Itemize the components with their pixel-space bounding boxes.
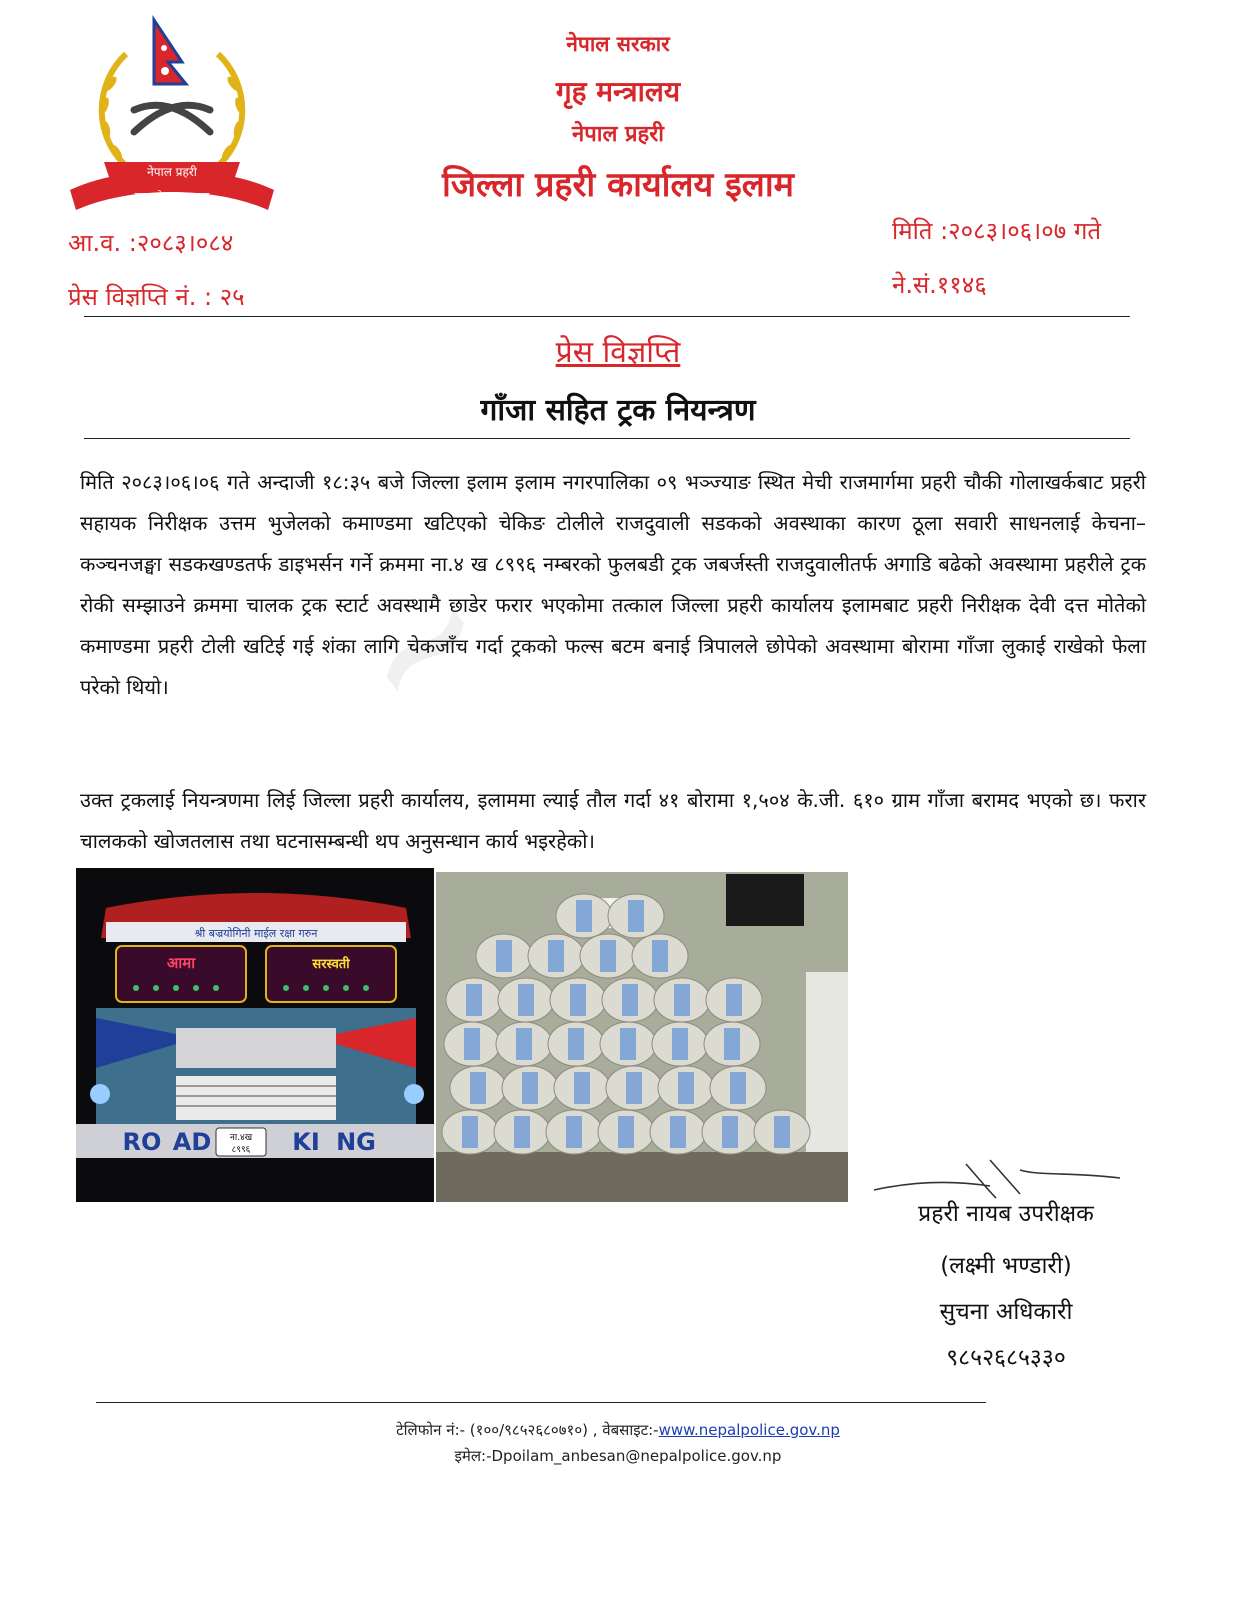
plate-bottom: ८९९६	[231, 1145, 251, 1155]
sack-tie	[672, 1028, 688, 1060]
seized-sacks-photo	[436, 872, 848, 1202]
truck-photo	[76, 868, 434, 1202]
truck-sign-left: आमा	[166, 954, 196, 972]
office-title: जिल्ला प्रहरी कार्यालय इलाम	[442, 165, 794, 205]
press-release-label: प्रेस विज्ञप्ति	[555, 335, 681, 370]
sack-tie	[570, 984, 586, 1016]
sack-tie	[576, 900, 592, 932]
grille-word-2: AD	[172, 1128, 212, 1156]
fiscal-year: आ.व. :२०८३।०८४	[68, 229, 234, 257]
logo-ribbon-top: नेपाल प्रहरी	[147, 165, 197, 179]
footer-website-link[interactable]: www.nepalpolice.gov.np	[658, 1421, 840, 1439]
sack-tie	[466, 984, 482, 1016]
sack-tie	[678, 1072, 694, 1104]
plate-top: ना.४ख	[229, 1133, 253, 1143]
sack-tie	[470, 1072, 486, 1104]
grille-word-3: KI	[292, 1128, 320, 1156]
signatory-phone: ९८५२६८५३३०	[946, 1345, 1066, 1371]
sack-tie	[462, 1116, 478, 1148]
issue-date: मिति :२०८३।०६।०७ गते	[892, 217, 1102, 245]
signatory-rank: प्रहरी नायब उपरीक्षक	[918, 1201, 1094, 1227]
sack-tie	[514, 1116, 530, 1148]
sack-tie	[774, 1116, 790, 1148]
sack-tie	[626, 1072, 642, 1104]
sack-tie	[496, 940, 512, 972]
sack-tie	[620, 1028, 636, 1060]
footer-divider	[96, 1402, 986, 1403]
sack-tie	[730, 1072, 746, 1104]
heading-divider	[84, 438, 1130, 439]
sack-tie	[548, 940, 564, 972]
sack-tie	[464, 1028, 480, 1060]
sack-tie	[652, 940, 668, 972]
sack-tie	[618, 1116, 634, 1148]
body-paragraph-2: उक्त ट्रकलाई नियन्त्रणमा लिई जिल्ला प्रहरी कार्यालय, इलाममा ल्याई तौल गर्दा ४१ बोरामा १,५०४ के.जी. ६१० ग्राम गाँजा बरामद भएको छ। फरार चालकको खोजतलास तथा घटनासम्बन्धी थप अनुसन्धान कार्य भइरहेको।	[80, 788, 1146, 853]
logo-ribbon-motto: सत्य सेवा सुरक्षणम्	[134, 190, 210, 203]
grille-word-4: NG	[336, 1128, 376, 1156]
signatory-role: सुचना अधिकारी	[939, 1299, 1073, 1325]
sack-tie	[522, 1072, 538, 1104]
sack-tie	[724, 1028, 740, 1060]
press-release-number: प्रेस विज्ञप्ति नं. : २५	[68, 283, 245, 311]
truck-sign-right: सरस्वती	[312, 957, 350, 972]
sack-tie	[674, 984, 690, 1016]
sack-tie	[516, 1028, 532, 1060]
grille-word-1: RO	[122, 1128, 162, 1156]
gov-line: नेपाल सरकार	[566, 32, 670, 56]
sack-tie	[518, 984, 534, 1016]
top-divider	[84, 316, 1130, 317]
watermark: ~	[319, 539, 526, 755]
ministry-line: गृह मन्त्रालय	[555, 75, 681, 108]
truck-banner: श्री बज्रयोगिनी माईल रक्षा गरुन	[194, 927, 318, 940]
footer-contact	[0, 1420, 1236, 1440]
nepal-sambat: ने.सं.११४६	[892, 271, 987, 299]
sack-tie	[568, 1028, 584, 1060]
sack-tie	[574, 1072, 590, 1104]
subject-title: गाँजा सहित ट्रक नियन्त्रण	[480, 393, 756, 428]
sack-tie	[722, 1116, 738, 1148]
sack-tie	[726, 984, 742, 1016]
sack-tie	[670, 1116, 686, 1148]
sack-tie	[628, 900, 644, 932]
footer-phone: टेलिफोन नं:- (१००/९८५२६८०७१०) , वेबसाइट:-	[396, 1421, 659, 1439]
signatory-name: (लक्ष्मी भण्डारी)	[940, 1253, 1072, 1279]
sack-tie	[622, 984, 638, 1016]
police-line: नेपाल प्रहरी	[572, 122, 664, 147]
footer-email[interactable]: इमेल:-Dpoilam_anbesan@nepalpolice.gov.np	[454, 1447, 782, 1465]
sack-tie	[566, 1116, 582, 1148]
body-paragraph-1: मिति २०८३।०६।०६ गते अन्दाजी १८:३५ बजे जिल्ला इलाम इलाम नगरपालिका ०९ भञ्ज्याङ स्थित मेची राजमार्गमा प्रहरी चौकी गोलाखर्कबाट प्रहरी सहायक निरीक्षक उत्तम भुजेलको कमाण्डमा खटिएको चेकिङ टोलीले राजदुवाली सडकको अवस्थाका कारण ठूला सवारी साधनलाई केचना–कञ्चनजङ्घा सडकखण्डतर्फ डाइभर्सन गर्ने क्रममा ना.४ ख ८९९६ नम्बरको फुलबडी ट्रक जबर्जस्ती राजदुवालीतर्फ अगाडि बढेको अवस्थामा प्रहरीले ट्रक रोकी सम्झाउने क्रममा चालक ट्रक स्टार्ट अवस्थामै छाडेर फरार भएकोमा तत्काल जिल्ला प्रहरी कार्यालय इलामबाट प्रहरी निरीक्षक देवी दत्त मोतेको कमाण्डमा प्रहरी टोली खटिई गई शंका लागि चेकजाँच गर्दा ट्रकको फल्स बटम बनाई त्रिपालले छोपेको अवस्थामा बोरामा गाँजा लुकाई राखेको फेला परेको थियो।	[80, 470, 1146, 699]
sack-tie	[600, 940, 616, 972]
